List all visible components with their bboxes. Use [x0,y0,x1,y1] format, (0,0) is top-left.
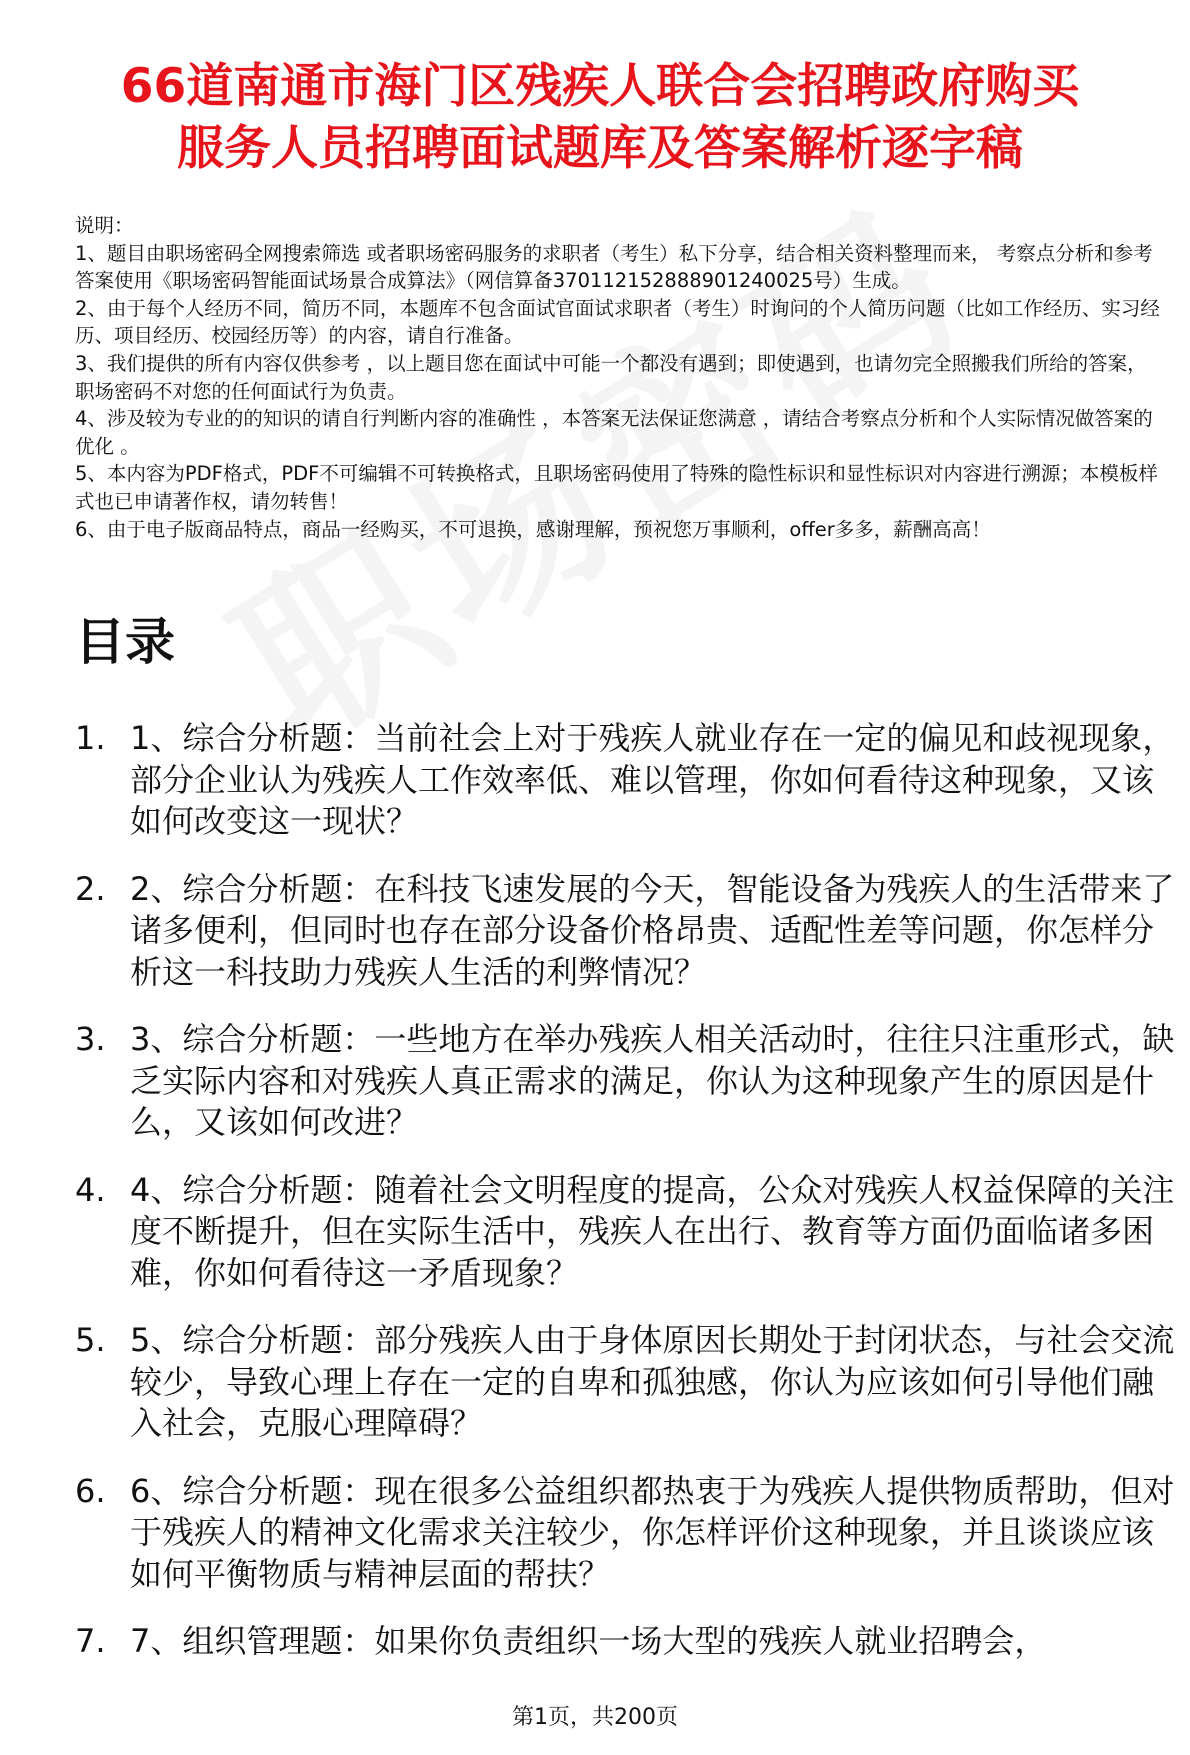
note-item: 2、由于每个人经历不同，简历不同，本题库不包含面试官面试求职者（考生）时询问的个人简历问题（比如工作经历、实习经历、项目经历、校园经历等）的内容，请自行准备。 [75,296,1160,348]
toc-item[interactable] [75,1471,1175,1596]
toc-item-number: 4. [75,1170,106,1209]
toc-item-text: 3、综合分析题：一些地方在举办残疾人相关活动时，往往只注重形式，缺乏实际内容和对残疾人真正需求的满足，你认为这种现象产生的原因是什么，又该如何改进？ [130,1020,1175,1141]
title-line-1: 66道南通市海门区残疾人联合会招聘政府购买 [120,59,1080,114]
toc-item-text: 7、组织管理题：如果你负责组织一场大型的残疾人就业招聘会， [130,1622,1047,1660]
document-title [60,56,1140,180]
note-item: 6、由于电子版商品特点，商品一经购买，不可退换，感谢理解，预祝您万事顺利，offer多多，薪酬高高！ [75,517,991,541]
note-item: 3、我们提供的所有内容仅供参考 ，以上题目您在面试中可能一个都没有遇到；即使遇到，也请勿完全照搬我们所给的答案，职场密码不对您的任何面试行为负责。 [75,351,1147,403]
toc-heading: 目录 [75,613,175,671]
notes-section [75,212,1165,543]
toc-item[interactable] [75,1621,1175,1663]
toc-item-text: 2、综合分析题：在科技飞速发展的今天，智能设备为残疾人的生活带来了诸多便利，但同时也存在部分设备价格昂贵、适配性差等问题，你怎样分析这一科技助力残疾人生活的利弊情况？ [130,869,1175,991]
toc-item[interactable] [75,1170,1175,1295]
title-line-2: 服务人员招聘面试题库及答案解析逐字稿 [177,121,1023,176]
toc-item[interactable] [75,718,1175,843]
toc-list [75,718,1175,1689]
toc-item-number: 7. [75,1622,106,1660]
toc-item[interactable] [75,869,1175,994]
toc-item-number: 1. [75,719,106,757]
toc-item-number: 6. [75,1471,106,1510]
toc-item[interactable] [75,1019,1175,1144]
notes-heading: 说明： [75,214,134,237]
note-item: 1、题目由职场密码全网搜索筛选 或者职场密码服务的求职者（考生）私下分享，结合相关资料整理而来， 考察点分析和参考答案使用《职场密码智能面试场景合成算法》（网信算备370112152888901240025号）生成。 [75,241,1153,293]
note-item: 4、涉及较为专业的的知识的请自行判断内容的准确性 ，本答案无法保证您满意 ，请结合考察点分析和个人实际情况做答案的优化 。 [75,407,1153,458]
toc-item-number: 3. [75,1020,106,1058]
toc-item-number: 2. [75,869,106,908]
toc-item-text: 5、综合分析题：部分残疾人由于身体原因长期处于封闭状态，与社会交流较少，导致心理上存在一定的自卑和孤独感，你认为应该如何引导他们融入社会，克服心理障碍？ [130,1321,1175,1442]
toc-item-text: 6、综合分析题：现在很多公益组织都热衷于为残疾人提供物质帮助，但对于残疾人的精神文化需求关注较少，你怎样评价这种现象，并且谈谈应该如何平衡物质与精神层面的帮扶？ [130,1471,1175,1593]
toc-item-number: 5. [75,1321,106,1359]
toc-item-text: 1、综合分析题：当前社会上对于残疾人就业存在一定的偏见和歧视现象，部分企业认为残疾人工作效率低、难以管理，你如何看待这种现象，又该如何改变这一现状？ [130,719,1175,840]
toc-item-text: 4、综合分析题：随着社会文明程度的提高，公众对残疾人权益保障的关注度不断提升，但在实际生活中，残疾人在出行、教育等方面仍面临诸多困难，你如何看待这一矛盾现象？ [130,1170,1175,1292]
page-footer: 第1页，共200页 [512,1705,678,1730]
toc-item[interactable] [75,1320,1175,1445]
note-item: 5、本内容为PDF格式，PDF不可编辑不可转换格式，且职场密码使用了特殊的隐性标识和显性标识对内容进行溯源；本模板样式也已申请著作权，请勿转售！ [75,462,1158,513]
